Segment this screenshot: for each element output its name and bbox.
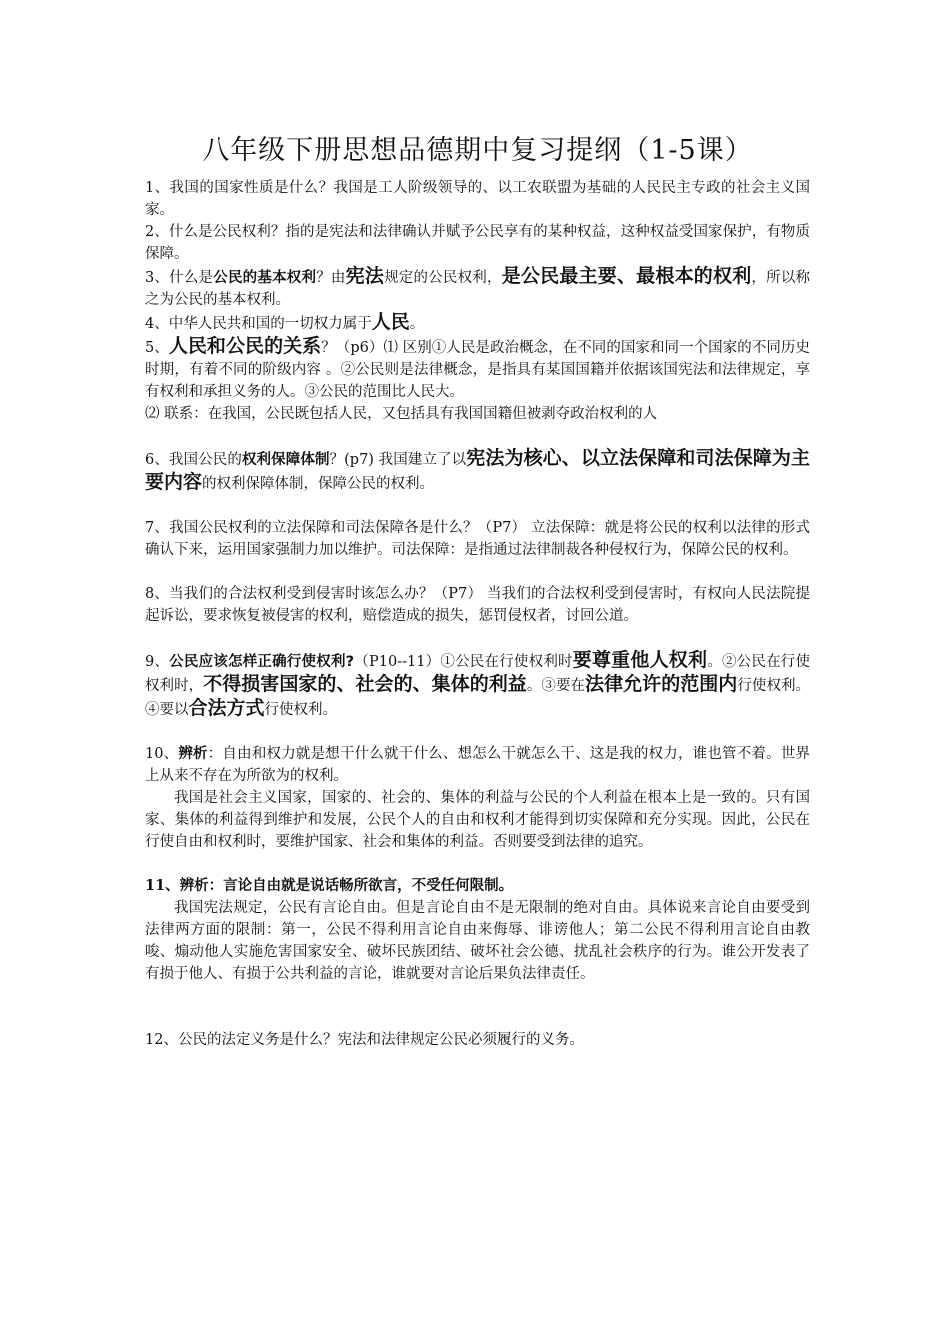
q9-text: 行使权利。 ④要以 [145,678,811,718]
q9-text: 9、 [145,654,170,670]
question-3 [145,265,810,311]
question-10 [145,743,810,787]
q5-text: 5、 [145,340,169,356]
question-6 [145,447,810,495]
q10-term: 辨析 [178,745,208,762]
q9-emphasis: 合法方式 [188,697,265,719]
question-10-answer: 我国是社会主义国家，国家的、社会的、集体的利益与公民的个人利益在根本上是一致的。只有国家、集体的利益得到维护和发展，公民个人的自由和权利才能得到切实保障和充分实现。因此，公民在行使自由和权利时，要维护国家、社会和集体的利益。否则要受到法律的追究。 [145,790,810,850]
q3-term: 公民的基本权利 [213,270,317,286]
q9-emphasis: 要尊重他人权利 [572,649,708,671]
question-1: 1、我国的国家性质是什么？我国是工人阶级领导的、以工农联盟为基础的人民民主专政的社会主义国家。 [145,180,810,218]
question-12: 12、公民的法定义务是什么？宪法和法律规定公民必须履行的义务。 [145,1032,584,1048]
q6-text: 的权利保障体制，保障公民的权利。 [202,476,435,492]
document-title: 八年级下册思想品德期中复习提纲（1-5课） [202,135,753,166]
q9-text: （P10--11）①公民在行使权利时 [354,654,573,670]
q3-emphasis: 是公民最主要、最根本的权利 [501,265,752,287]
question-11: 11、辨析：言论自由就是说话畅所欲言，不受任何限制。 [145,877,514,894]
question-2: 2、什么是公民权利？指的是宪法和法律确认并赋予公民享有的某种权益，这种权益受国家保护，有物质保障。 [145,224,810,262]
question-11-answer: 我国宪法规定，公民有言论自由。但是言论自由不是无限制的绝对自由。具体说来言论自由要受到法律两方面的限制：第一，公民不得利用言论自由来侮辱、诽谤他人；第二公民不得利用言论自由教唆、煽动他人实施危害国家安全、破坏民族团结、破坏社会公德、扰乱社会秩序的行为。谁公开发表了有损于他人、有损于公共利益的言论，谁就要对言论后果负法律责任。 [145,900,810,982]
q10-text: ：自由和权力就是想干什么就干什么、想怎么干就怎么干、这是我的权力，谁也管不着。世界上从来不存在为所欲为的权利。 [145,746,811,784]
question-5-relation: ⑵ 联系：在我国，公民既包括人民，又包括具有我国国籍但被剥夺政治权利的人 [145,406,658,422]
q6-emphasis: 宪法为核心、以立法保障和司法保障为主要内容 [145,447,810,493]
question-9 [145,649,810,721]
q9-term: 公民应该怎样正确行使权利? [169,654,355,670]
q10-text: 10、 [145,746,179,762]
q9-text: 行使权利。 [264,702,338,718]
q3-text: ？由 [316,270,346,286]
question-7: 7、我国公民权利的立法保障和司法保障各是什么？（P7） 立法保障：就是将公民的权利以法律的形式确认下来，运用国家强制力加以维护。司法保障：是指通过法律制裁各种侵权行为，保障公民的权利。 [145,520,810,558]
q9-text: 。②公民在行使权利时， [145,654,810,694]
q5-emphasis: 人民和公民的关系 [168,335,322,357]
question-4 [145,311,810,335]
q6-term: 权利保障体制 [241,452,330,468]
q9-emphasis: 不得损害国家的、社会的、集体的利益 [203,673,527,695]
q3-text: 3、什么是 [145,270,214,286]
question-5 [145,335,810,403]
q3-text: 规定的公民权利， [384,270,502,286]
q6-text: ？(p7) 我国建立了以 [329,452,467,468]
q9-emphasis: 法律允许的范围内 [585,673,738,695]
q4-emphasis: 人民 [371,311,410,333]
q6-text: 6、我国公民的 [145,452,242,468]
q4-text: 。 [409,316,425,332]
question-8: 8、当我们的合法权利受到侵害时该怎么办？（P7） 当我们的合法权利受到侵害时，有权向人民法院提起诉讼，要求恢复被侵害的权利，赔偿造成的损失，惩罚侵权者，讨回公道。 [145,586,810,624]
q3-emphasis: 宪法 [345,265,385,287]
q5-text: ？（p6）⑴ 区别①人民是政治概念，在不同的国家和同一个国家的不同历史时期，有着不同的阶级内容 。②公民则是法律概念，是指具有某国国籍并依据该国宪法和法律规定，享有权利和承担义务的人。③公民的范围比人民大。 [145,340,810,400]
document-page [145,128,810,1051]
q3-text: ，所以称之为公民的基本权利。 [145,270,811,308]
q9-text: 。③要在 [526,678,586,694]
q4-text: 4、中华人民共和国的一切权力属于 [145,316,372,332]
